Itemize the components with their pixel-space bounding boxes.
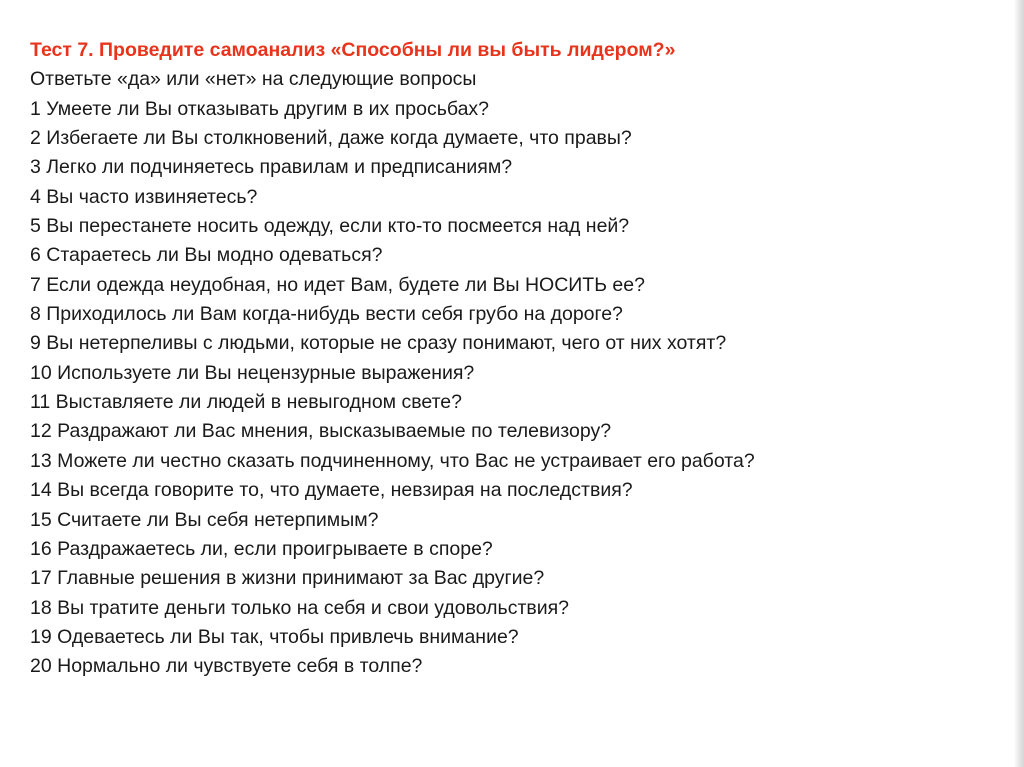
question-item: 19 Одеваетесь ли Вы так, чтобы привлечь внимание? — [30, 625, 519, 648]
question-item: 16 Раздражаетесь ли, если проигрываете в споре? — [30, 537, 493, 560]
question-item: 6 Стараетесь ли Вы модно одеваться? — [30, 244, 383, 267]
question-item: 14 Вы всегда говорите то, что думаете, невзирая на последствия? — [30, 479, 633, 502]
question-item: 8 Приходилось ли Вам когда-нибудь вести себя грубо на дороге? — [30, 303, 623, 326]
question-item: 4 Вы часто извиняетесь? — [30, 185, 258, 208]
question-item: 11 Выставляете ли людей в невыгодном свете? — [30, 391, 462, 414]
question-item: 9 Вы нетерпеливы с людьми, которые не сразу понимают, чего от них хотят? — [30, 332, 727, 355]
slide-edge-shadow — [1014, 0, 1024, 767]
question-item: 1 Умеете ли Вы отказывать другим в их просьбах? — [30, 97, 490, 120]
instruction-text: Ответьте «да» или «нет» на следующие вопросы — [30, 68, 477, 91]
question-item: 15 Считаете ли Вы себя нетерпимым? — [30, 508, 379, 531]
question-item: 20 Нормально ли чувствуете себя в толпе? — [30, 655, 423, 678]
question-item: 18 Вы тратите деньги только на себя и свои удовольствия? — [30, 596, 570, 619]
question-item: 13 Можете ли честно сказать подчиненному, что Вас не устраивает его работа? — [30, 449, 755, 472]
question-item: 10 Используете ли Вы нецензурные выражения? — [30, 361, 475, 384]
question-item: 2 Избегаете ли Вы столкновений, даже когда думаете, что правы? — [30, 127, 632, 150]
question-item: 7 Если одежда неудобная, но идет Вам, будете ли Вы НОСИТЬ ее? — [30, 273, 645, 296]
slide-content — [30, 36, 990, 682]
question-item: 5 Вы перестанете носить одежду, если кто-то посмеется над ней? — [30, 215, 630, 238]
question-item: 12 Раздражают ли Вас мнения, высказываемые по телевизору? — [30, 420, 612, 443]
question-item: 17 Главные решения в жизни принимают за Вас другие? — [30, 567, 545, 590]
question-list — [30, 95, 990, 682]
question-item: 3 Легко ли подчиняетесь правилам и предписаниям? — [30, 156, 513, 179]
test-title: Тест 7. Проведите самоанализ «Способны ли вы быть лидером?» — [30, 39, 676, 61]
